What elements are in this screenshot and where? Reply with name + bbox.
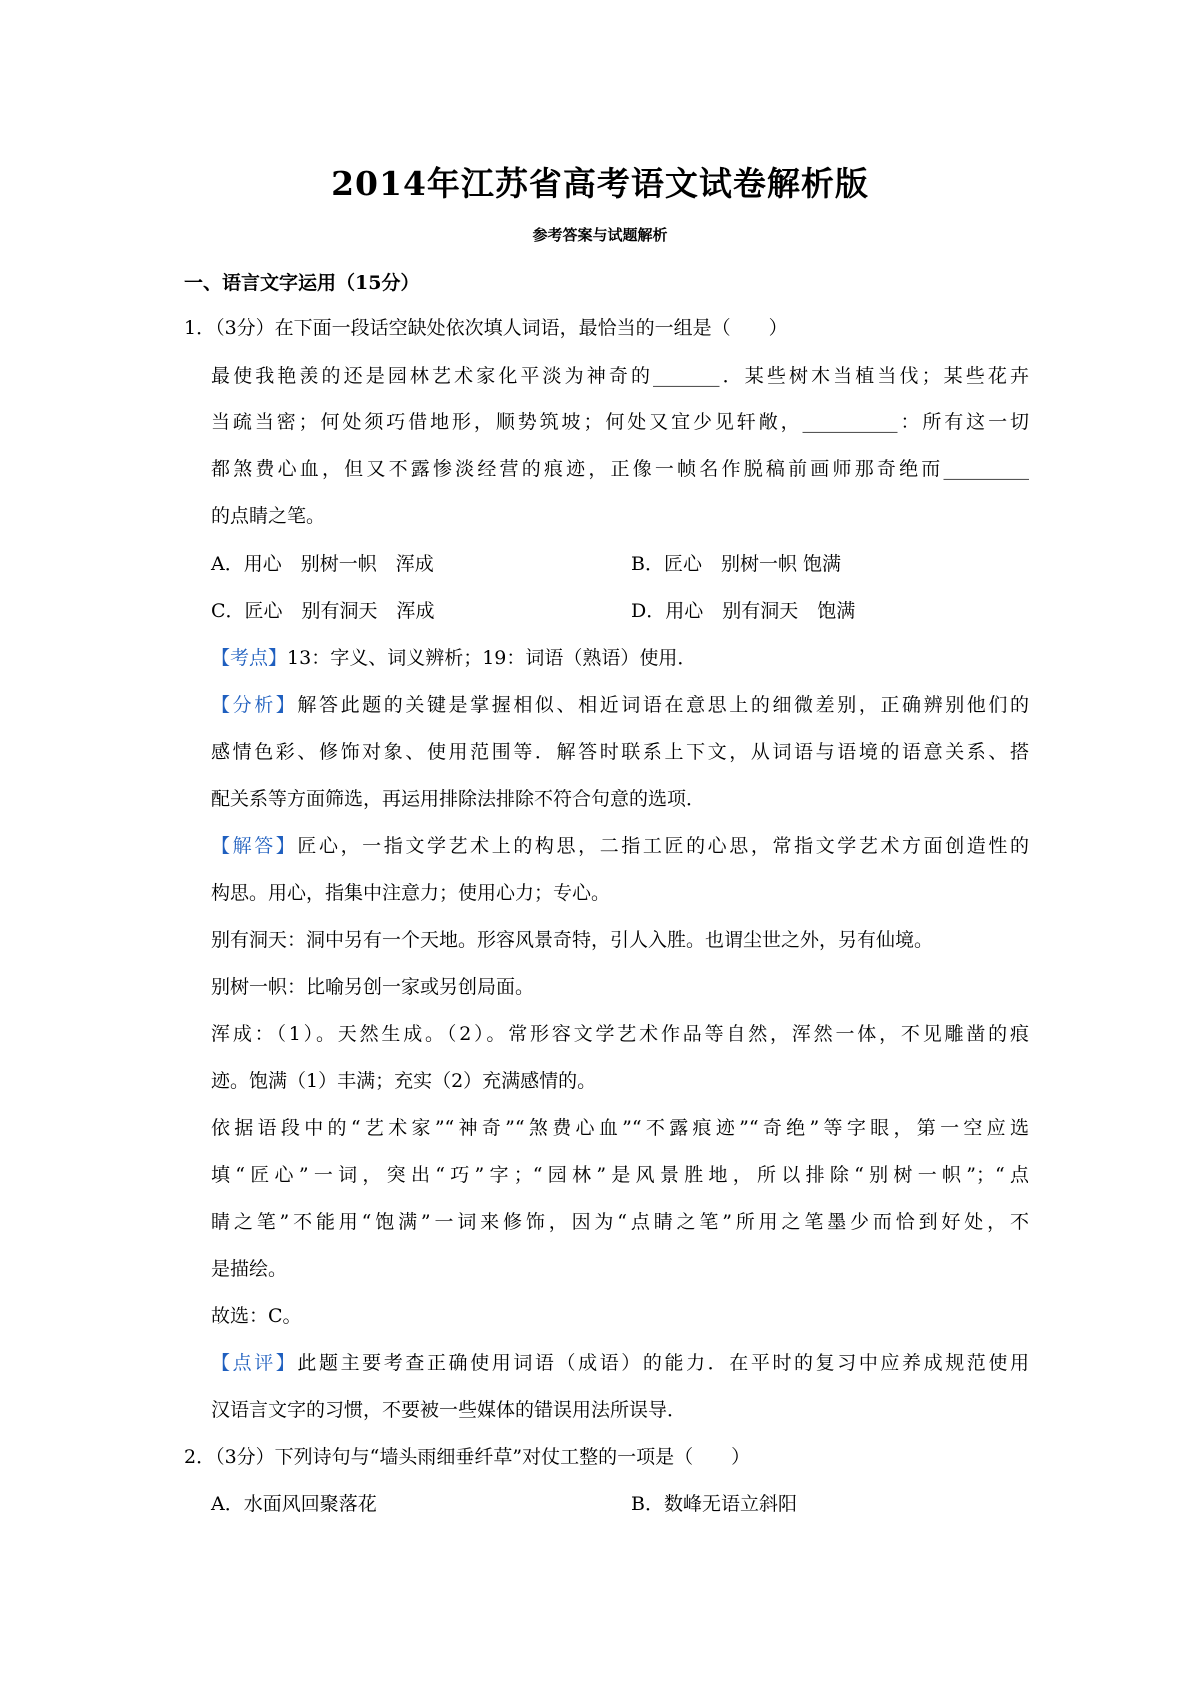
option-d: D．用心 别有洞天 饱满 [631, 600, 856, 622]
option-b: B．匠心 别树一帜 饱满 [631, 553, 842, 575]
question-1-passage-line: 最使我艳羡的还是园林艺术家化平淡为神奇的_______．某些树木当植当伐；某些花卉 [211, 365, 1029, 387]
kaodian-line [211, 644, 696, 672]
question-1-passage-line: 当疏当密；何处须巧借地形，顺势筑坡；何处又宜少见轩敞，__________：所有这一切 [211, 411, 1029, 433]
jieda-line: 别树一帜：比喻另创一家或另创局面。 [211, 976, 535, 998]
question-1-passage-line: 的点睛之笔。 [211, 505, 326, 527]
jieda-tag: 【解答】 [211, 835, 298, 857]
jieda-line: 构思。用心，指集中注意力；使用心力；专心。 [211, 882, 611, 904]
question-1-stem: 1．（3分）在下面一段话空缺处依次填人词语，最恰当的一组是（ ） [184, 317, 788, 339]
option-a: A．用心 别树一帜 浑成 [211, 553, 434, 575]
dianping-line: 汉语言文字的习惯，不要被一些媒体的错误用法所误导． [211, 1399, 687, 1421]
kaodian-text: 13：字义、词义辨析；19：词语（熟语）使用． [287, 647, 697, 669]
jieda-line: 浑成：（1）。天然生成。（2）。常形容文学艺术作品等自然，浑然一体，不见雕凿的痕 [211, 1023, 1029, 1045]
dianping-text: 此题主要考查正确使用词语（成语）的能力．在平时的复习中应养成规范使用 [297, 1352, 1029, 1374]
dianping-tag: 【点评】 [211, 1352, 298, 1374]
jieda-line: 迹。饱满（1）丰满；充实（2）充满感情的。 [211, 1070, 597, 1092]
question-2-stem: 2．（3分）下列诗句与“墙头雨细垂纤草”对仗工整的一项是（ ） [184, 1446, 751, 1468]
jieda-line: 故选：C。 [211, 1305, 302, 1327]
fenxi-tag: 【分析】 [211, 694, 298, 716]
fenxi-line: 配关系等方面筛选，再运用排除法排除不符合句意的选项． [211, 788, 706, 810]
option-a: A．水面风回聚落花 [211, 1493, 377, 1515]
dianping-line [211, 1349, 1029, 1377]
section-heading: 一、语言文字运用（15分） [184, 272, 420, 294]
fenxi-text: 解答此题的关键是掌握相似、相近词语在意思上的细微差别，正确辨别他们的 [297, 694, 1029, 716]
option-c: C．匠心 别有洞天 浑成 [211, 600, 435, 622]
page-title: 2014年江苏省高考语文试卷解析版 [331, 164, 869, 203]
kaodian-tag: 【考点】 [211, 647, 288, 669]
option-b: B．数峰无语立斜阳 [631, 1493, 797, 1515]
jieda-text: 匠心，一指文学艺术上的构思，二指工匠的心思，常指文学艺术方面创造性的 [297, 835, 1029, 857]
page-subtitle: 参考答案与试题解析 [532, 226, 668, 244]
fenxi-line: 感情色彩、修饰对象、使用范围等．解答时联系上下文，从词语与语境的语意关系、搭 [211, 741, 1029, 763]
jieda-line [211, 832, 1029, 860]
fenxi-line [211, 691, 1029, 719]
jieda-line: 填“匠心”一词，突出“巧”字；“园林”是风景胜地，所以排除“别树一帜”；“点 [211, 1164, 1029, 1186]
question-1-passage-line: 都煞费心血，但又不露惨淡经营的痕迹，正像一帧名作脱稿前画师那奇绝而_________ [211, 458, 1029, 480]
jieda-line: 是描绘。 [211, 1258, 288, 1280]
jieda-line: 依据语段中的“艺术家”“神奇”“煞费心血”“不露痕迹”“奇绝”等字眼，第一空应选 [211, 1117, 1029, 1139]
jieda-line: 睛之笔”不能用“饱满”一词来修饰，因为“点睛之笔”所用之笔墨少而恰到好处，不 [211, 1211, 1029, 1233]
jieda-line: 别有洞天：洞中另有一个天地。形容风景奇特，引人入胜。也谓尘世之外，另有仙境。 [211, 929, 934, 951]
